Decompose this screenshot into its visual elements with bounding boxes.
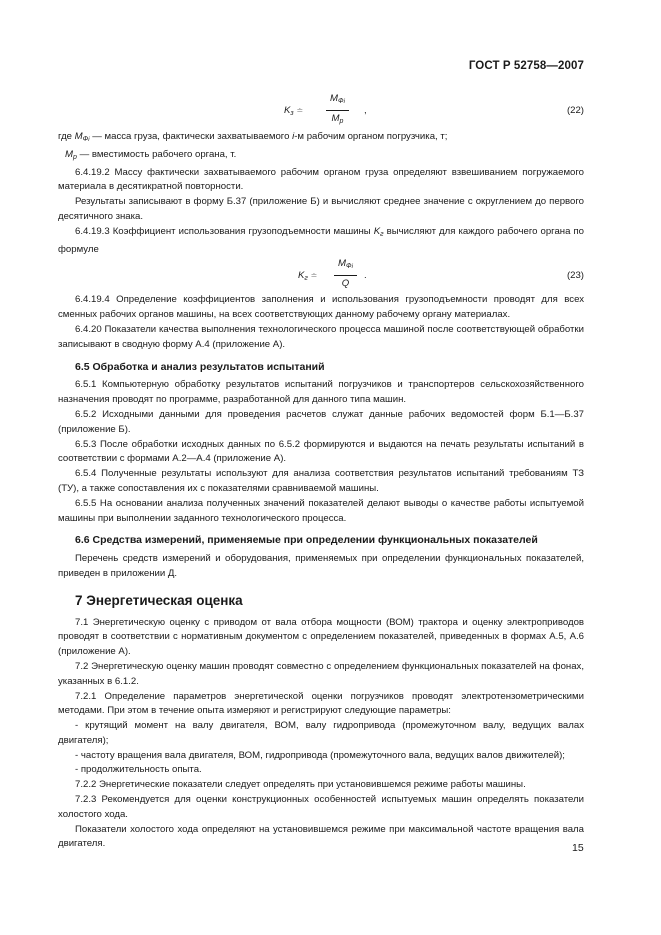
formula-22 — [58, 92, 584, 130]
formula-23-lhs-sub: г — [304, 275, 308, 283]
paragraph-6-4-19-4: 6.4.19.4 Определение коэффициентов заполнения и использования грузоподъемности проводят для всех сменных рабочих органов машины, на всех соответствующих данному рабочему органу материалах. — [58, 294, 584, 321]
formula-23-numerator — [334, 257, 357, 276]
paragraph-7-2-3: 7.2.3 Рекомендуется для оценки конструкционных особенностей испытуемых машин определять показатели холостого хода. — [58, 794, 584, 820]
p6-4-19-3-sym: K — [373, 225, 381, 237]
paragraph-6-4-20: 6.4.20 Показатели качества выполнения технологического процесса машиной после соответствующей обработки записывают в сводную форму А.4 (приложение А). — [58, 323, 584, 350]
where-22-sym2: M — [65, 148, 73, 160]
formula-22-num-sub: Ф — [338, 98, 344, 105]
formula-22-lhs-symbol: K — [284, 105, 291, 116]
formula-22-fraction — [326, 92, 349, 128]
document-body — [58, 92, 584, 852]
where-22-sub1: Ф — [82, 136, 89, 143]
paragraph-6-6: Перечень средств измерений и оборудования, применяемых при определении функциональных показателей, приведен в приложении Д. — [58, 553, 584, 579]
paragraph-6-4-19-2a: 6.4.19.2 Массу фактически захватываемого рабочим органом груза определяют взвешиванием погружаемого материала в десятикратной повторности. — [58, 166, 584, 193]
formula-22-approx: ≐ — [296, 106, 304, 115]
where-22-line2 — [58, 148, 584, 166]
p6-4-19-3-pre: 6.4.19.3 Коэффициент использования грузоподъемности машины — [75, 225, 374, 237]
formula-23-denominator — [334, 276, 357, 290]
paragraph-7-last: Показатели холостого хода определяют на установившемся режиме при максимальной частоте вращения вала двигателя. — [58, 823, 584, 850]
where-22-line1 — [58, 130, 584, 148]
paragraph-7-2: 7.2 Энергетическую оценку машин проводят совместно с определением функциональных показателей на фонах, указанных в 6.1.2. — [58, 660, 584, 687]
page-number: 15 — [572, 842, 584, 854]
paragraph-7-2-2: 7.2.2 Энергетические показатели следует определять при установившемся режиме работы машины. — [75, 779, 526, 791]
where-22-sub1b: i — [88, 137, 90, 143]
formula-23-num-sub2: i — [351, 264, 353, 271]
where-22-pre: где — [58, 131, 75, 142]
paragraph-6-5-4: 6.5.4 Полученные результаты используют для анализа соответствия результатов испытаний требованиям ТЗ (ТУ), а также сопоставления их с показателями сравниваемой машины. — [58, 468, 584, 494]
paragraph-7-2-1: 7.2.1 Определение параметров энергетической оценки погрузчиков проводят электротензометрическими методами. При этом в течение опыта измеряют и регистрируют следующие параметры: — [58, 690, 584, 717]
formula-22-num-sub2: i — [343, 99, 345, 105]
paragraph-7-1: 7.1 Энергетическую оценку с приводом от вала отбора мощности (ВОМ) трактора и оценку электроприводов проводят в соответствии с нормативным документом с определением показателей, приведенных в формах А.5, А.6 (приложение А). — [58, 616, 584, 658]
where-22-sub2: р — [73, 153, 77, 161]
formula-23-lhs — [298, 269, 317, 287]
list-item: - продолжительность опыта. — [75, 764, 202, 776]
formula-22-tail: , — [364, 105, 367, 116]
formula-23-fraction — [334, 257, 357, 290]
p6-4-19-3-post: вычисляют для каждого рабочего органа по формуле — [58, 225, 584, 255]
where-22-rest1: -м рабочим органом погрузчика, т; — [294, 131, 448, 142]
formula-23-den-symbol: Q — [341, 278, 350, 290]
formula-23-num-sub: Ф — [346, 263, 352, 271]
formula-23-num-symbol: M — [338, 258, 346, 270]
where-22-text2: — вместимость рабочего органа, т. — [76, 148, 237, 160]
formula-22-lhs-sub: з — [290, 110, 294, 117]
formula-22-den-symbol: M — [331, 113, 340, 124]
p6-4-19-3-sub: г — [380, 230, 384, 238]
where-22-i: i — [292, 131, 295, 142]
formula-22-num-symbol: M — [330, 93, 338, 104]
chapter-heading-7: 7 Энергетическая оценка — [75, 592, 243, 608]
where-22-sym1: M — [74, 131, 83, 142]
formula-23-approx: ≐ — [310, 271, 318, 281]
section-heading-6-5: 6.5 Обработка и анализ результатов испытаний — [75, 360, 325, 373]
formula-22-den-sub: р — [339, 118, 344, 125]
where-22-text1: — масса груза, фактически захватываемого — [89, 131, 293, 142]
paragraph-6-4-19-2b: Результаты записывают в форму Б.37 (приложение Б) и вычисляют среднее значение с округлением до первого десятичного знака. — [58, 196, 584, 222]
formula-22-denominator — [326, 111, 349, 128]
formula-22-lhs — [284, 104, 303, 122]
paragraph-6-5-1: 6.5.1 Компьютерную обработку результатов испытаний погрузчиков и транспортеров сельскохозяйственного назначения проводят по программе, разработанной для данного типа машин. — [58, 379, 584, 406]
formula-23-lhs-symbol: K — [298, 270, 305, 282]
section-heading-6-6: 6.6 Средства измерений, применяемые при определении функциональных показателей — [75, 534, 538, 547]
paragraph-6-4-19-3 — [58, 225, 584, 258]
formula-23 — [58, 257, 584, 293]
paragraph-6-5-5: 6.5.5 На основании анализа полученных значений показателей делают выводы о качестве работы испытуемой машины при выполнении заданного технологического процесса. — [58, 497, 584, 524]
standard-header: ГОСТ Р 52758—2007 — [468, 60, 584, 72]
list-item: - частоту вращения вала двигателя, ВОМ, гидропривода (промежуточного вала, ведущих валов движителей); — [75, 749, 565, 761]
formula-23-number: (23) — [566, 270, 584, 282]
formula-23-tail: . — [364, 270, 367, 282]
paragraph-6-5-3: 6.5.3 После обработки исходных данных по 6.5.2 формируются и выдаются на печать результаты испытаний в соответствии с формами А.2—А.4 (приложение А). — [58, 438, 584, 465]
paragraph-6-5-2: 6.5.2 Исходными данными для проведения расчетов служат данные рабочих ведомостей форм Б.1—Б.37 (приложение Б). — [58, 408, 584, 435]
formula-22-numerator — [326, 92, 349, 111]
formula-22-number: (22) — [566, 105, 584, 116]
list-item: - крутящий момент на валу двигателя, ВОМ, валу гидропривода (промежуточном валу, ведущих валах двигателя); — [58, 720, 584, 746]
